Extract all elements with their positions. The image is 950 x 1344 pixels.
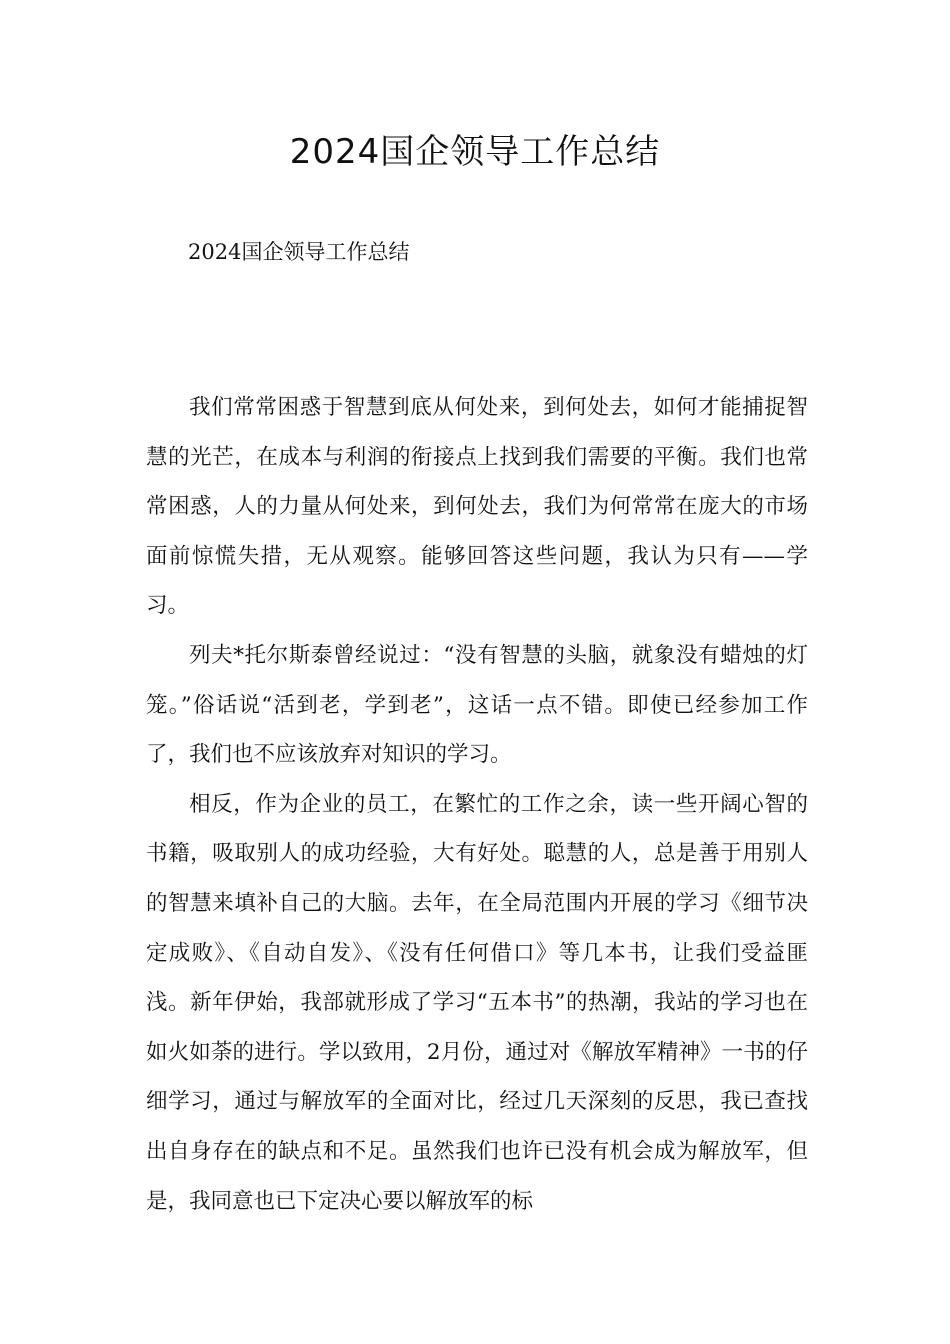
document-subtitle: 2024国企领导工作总结 [188,240,410,264]
paragraph-1: 我们常常困惑于智慧到底从何处来，到何处去，如何才能捕捉智慧的光芒，在成本与利润的衔接点上找到我们需要的平衡。我们也常常困惑，人的力量从何处来，到何处去，我们为何常常在庞大的市场面前惊慌失措，无从观察。能够回答这些问题，我认为只有——学习。 [146,395,808,619]
document-body [146,383,808,1226]
document-title: 2024国企领导工作总结 [289,132,661,172]
paragraph-2: 列夫*托尔斯泰曾经说过：“没有智慧的头脑，就象没有蜡烛的灯笼。”俗话说“活到老，学到老”，这话一点不错。即使已经参加工作了，我们也不应该放弃对知识的学习。 [146,642,808,768]
paragraph-3: 相反，作为企业的员工，在繁忙的工作之余，读一些开阔心智的书籍，吸取别人的成功经验，大有好处。聪慧的人，总是善于用别人的智慧来填补自己的大脑。去年，在全局范围内开展的学习《细节决定成败》、《自动自发》、《没有任何借口》等几本书，让我们受益匪浅。新年伊始，我部就形成了学习“五本书”的热潮，我站的学习也在如火如荼的进行。学以致用，2月份，通过对《解放军精神》一书的仔细学习，通过与解放军的全面对比，经过几天深刻的反思，我已查找出自身存在的缺点和不足。虽然我们也许已没有机会成为解放军，但是，我同意也已下定决心要以解放军的标 [146,791,808,1214]
